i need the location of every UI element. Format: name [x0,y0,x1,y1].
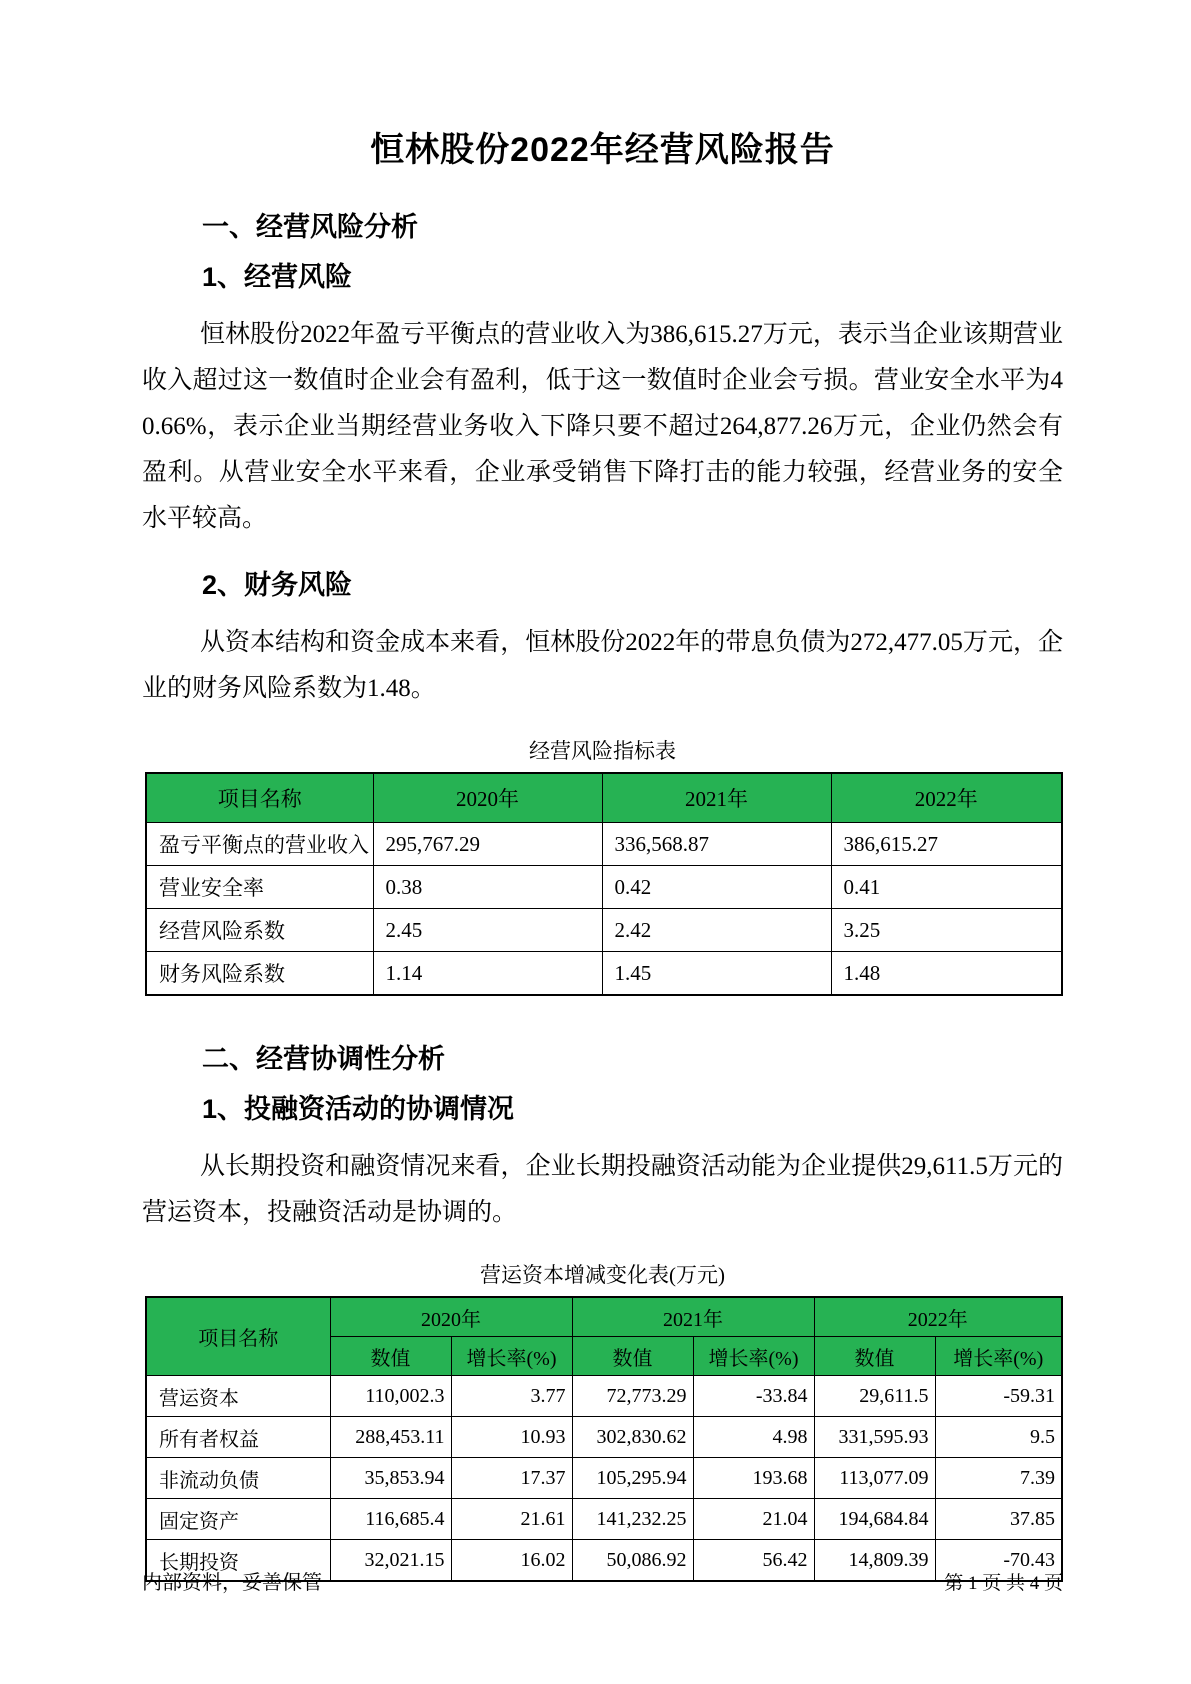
table-header-row-years [146,1297,1062,1337]
table-header-row [146,773,1062,823]
table-cell: 386,615.27 [831,823,1062,866]
column-header-2021: 2021年 [602,773,831,823]
table-cell: 3.77 [451,1376,572,1417]
table-cell: 1.14 [373,952,602,996]
footer-confidential-note: 内部资料，妥善保管 [142,1572,322,1594]
table-caption-working-capital: 营运资本增减变化表(万元) [480,1263,725,1287]
working-capital-table [145,1296,1063,1582]
table-row [146,1499,1062,1540]
table-cell: 17.37 [451,1458,572,1499]
page-title: 恒林股份2022年经营风险报告 [370,131,835,169]
table-row [146,909,1062,952]
table-cell: 2.42 [602,909,831,952]
table-cell: 经营风险系数 [146,909,373,952]
table-cell: 21.61 [451,1499,572,1540]
table-cell: 105,295.94 [572,1458,693,1499]
table-cell: 所有者权益 [146,1417,330,1458]
table-cell: 32,021.15 [330,1540,451,1582]
column-header-item-name: 项目名称 [146,1297,330,1376]
table-cell: 295,767.29 [373,823,602,866]
table-cell: 35,853.94 [330,1458,451,1499]
table-cell: -70.43 [935,1540,1062,1582]
column-header-growth-rate: 增长率(%) [451,1337,572,1376]
table-row [146,1417,1062,1458]
table-cell: 193.68 [693,1458,814,1499]
document-content [142,0,1063,1582]
table-cell: 盈亏平衡点的营业收入 [146,823,373,866]
table-row [146,952,1062,996]
table-cell: -33.84 [693,1376,814,1417]
table-cell: 营运资本 [146,1376,330,1417]
subsection-heading-investment-financing: 1、投融资活动的协调情况 [202,1094,515,1124]
table-cell: 16.02 [451,1540,572,1582]
table-cell: 9.5 [935,1417,1062,1458]
table-cell: 50,086.92 [572,1540,693,1582]
column-header-2020: 2020年 [373,773,602,823]
table-cell: 7.39 [935,1458,1062,1499]
table-cell: 21.04 [693,1499,814,1540]
column-header-item-name: 项目名称 [146,773,373,823]
table-cell: 37.85 [935,1499,1062,1540]
table-row [146,1458,1062,1499]
paragraph-financial-risk: 从资本结构和资金成本来看，恒林股份2022年的带息负债为272,477.05万元，企业的财务风险系数为1.48。 [142,629,1063,702]
column-header-value: 数值 [572,1337,693,1376]
table-row [146,866,1062,909]
table-cell: 0.42 [602,866,831,909]
table-cell: 非流动负债 [146,1458,330,1499]
column-header-growth-rate: 增长率(%) [693,1337,814,1376]
table-cell: 2.45 [373,909,602,952]
section-heading-operating-risk-analysis: 一、经营风险分析 [202,212,418,242]
table-cell: 110,002.3 [330,1376,451,1417]
column-header-value: 数值 [814,1337,935,1376]
table-cell: 72,773.29 [572,1376,693,1417]
table-cell: 116,685.4 [330,1499,451,1540]
column-header-2021: 2021年 [572,1297,814,1337]
table-cell: 302,830.62 [572,1417,693,1458]
table-cell: 56.42 [693,1540,814,1582]
table-cell: 141,232.25 [572,1499,693,1540]
table-row [146,823,1062,866]
table-cell: 288,453.11 [330,1417,451,1458]
table-cell: 14,809.39 [814,1540,935,1582]
table-cell: 10.93 [451,1417,572,1458]
table-cell: 0.41 [831,866,1062,909]
subsection-heading-financial-risk: 2、财务风险 [202,570,353,600]
paragraph-operating-risk: 恒林股份2022年盈亏平衡点的营业收入为386,615.27万元，表示当企业该期营业收入超过这一数值时企业会有盈利，低于这一数值时企业会亏损。营业安全水平为40.66%，表示企业当期经营业务收入下降只要不超过264,877.26万元，企业仍然会有盈利。从营业安全水平来看，企业承受销售下降打击的能力较强，经营业务的安全水平较高。 [142,321,1063,532]
table-caption-risk-indicators: 经营风险指标表 [529,739,676,763]
table-cell: 1.45 [602,952,831,996]
table-cell: 331,595.93 [814,1417,935,1458]
table-cell: 4.98 [693,1417,814,1458]
table-cell: 113,077.09 [814,1458,935,1499]
column-header-2020: 2020年 [330,1297,572,1337]
footer-page-number: 第 1 页 共 4 页 [944,1573,1063,1594]
table-cell: 29,611.5 [814,1376,935,1417]
section-heading-coordination-analysis: 二、经营协调性分析 [202,1044,445,1074]
table-cell: 0.38 [373,866,602,909]
table-cell: 194,684.84 [814,1499,935,1540]
table-cell: 3.25 [831,909,1062,952]
column-header-2022: 2022年 [831,773,1062,823]
table-cell: 336,568.87 [602,823,831,866]
subsection-heading-operating-risk: 1、经营风险 [202,262,353,292]
column-header-value: 数值 [330,1337,451,1376]
table-cell: 营业安全率 [146,866,373,909]
table-cell: 1.48 [831,952,1062,996]
table-cell: 长期投资 [146,1540,330,1582]
column-header-2022: 2022年 [814,1297,1062,1337]
risk-indicator-table [145,772,1063,996]
paragraph-investment-financing: 从长期投资和融资情况来看，企业长期投融资活动能为企业提供29,611.5万元的营运资本，投融资活动是协调的。 [142,1153,1063,1226]
table-cell: -59.31 [935,1376,1062,1417]
table-cell: 固定资产 [146,1499,330,1540]
column-header-growth-rate: 增长率(%) [935,1337,1062,1376]
table-row [146,1376,1062,1417]
table-cell: 财务风险系数 [146,952,373,996]
